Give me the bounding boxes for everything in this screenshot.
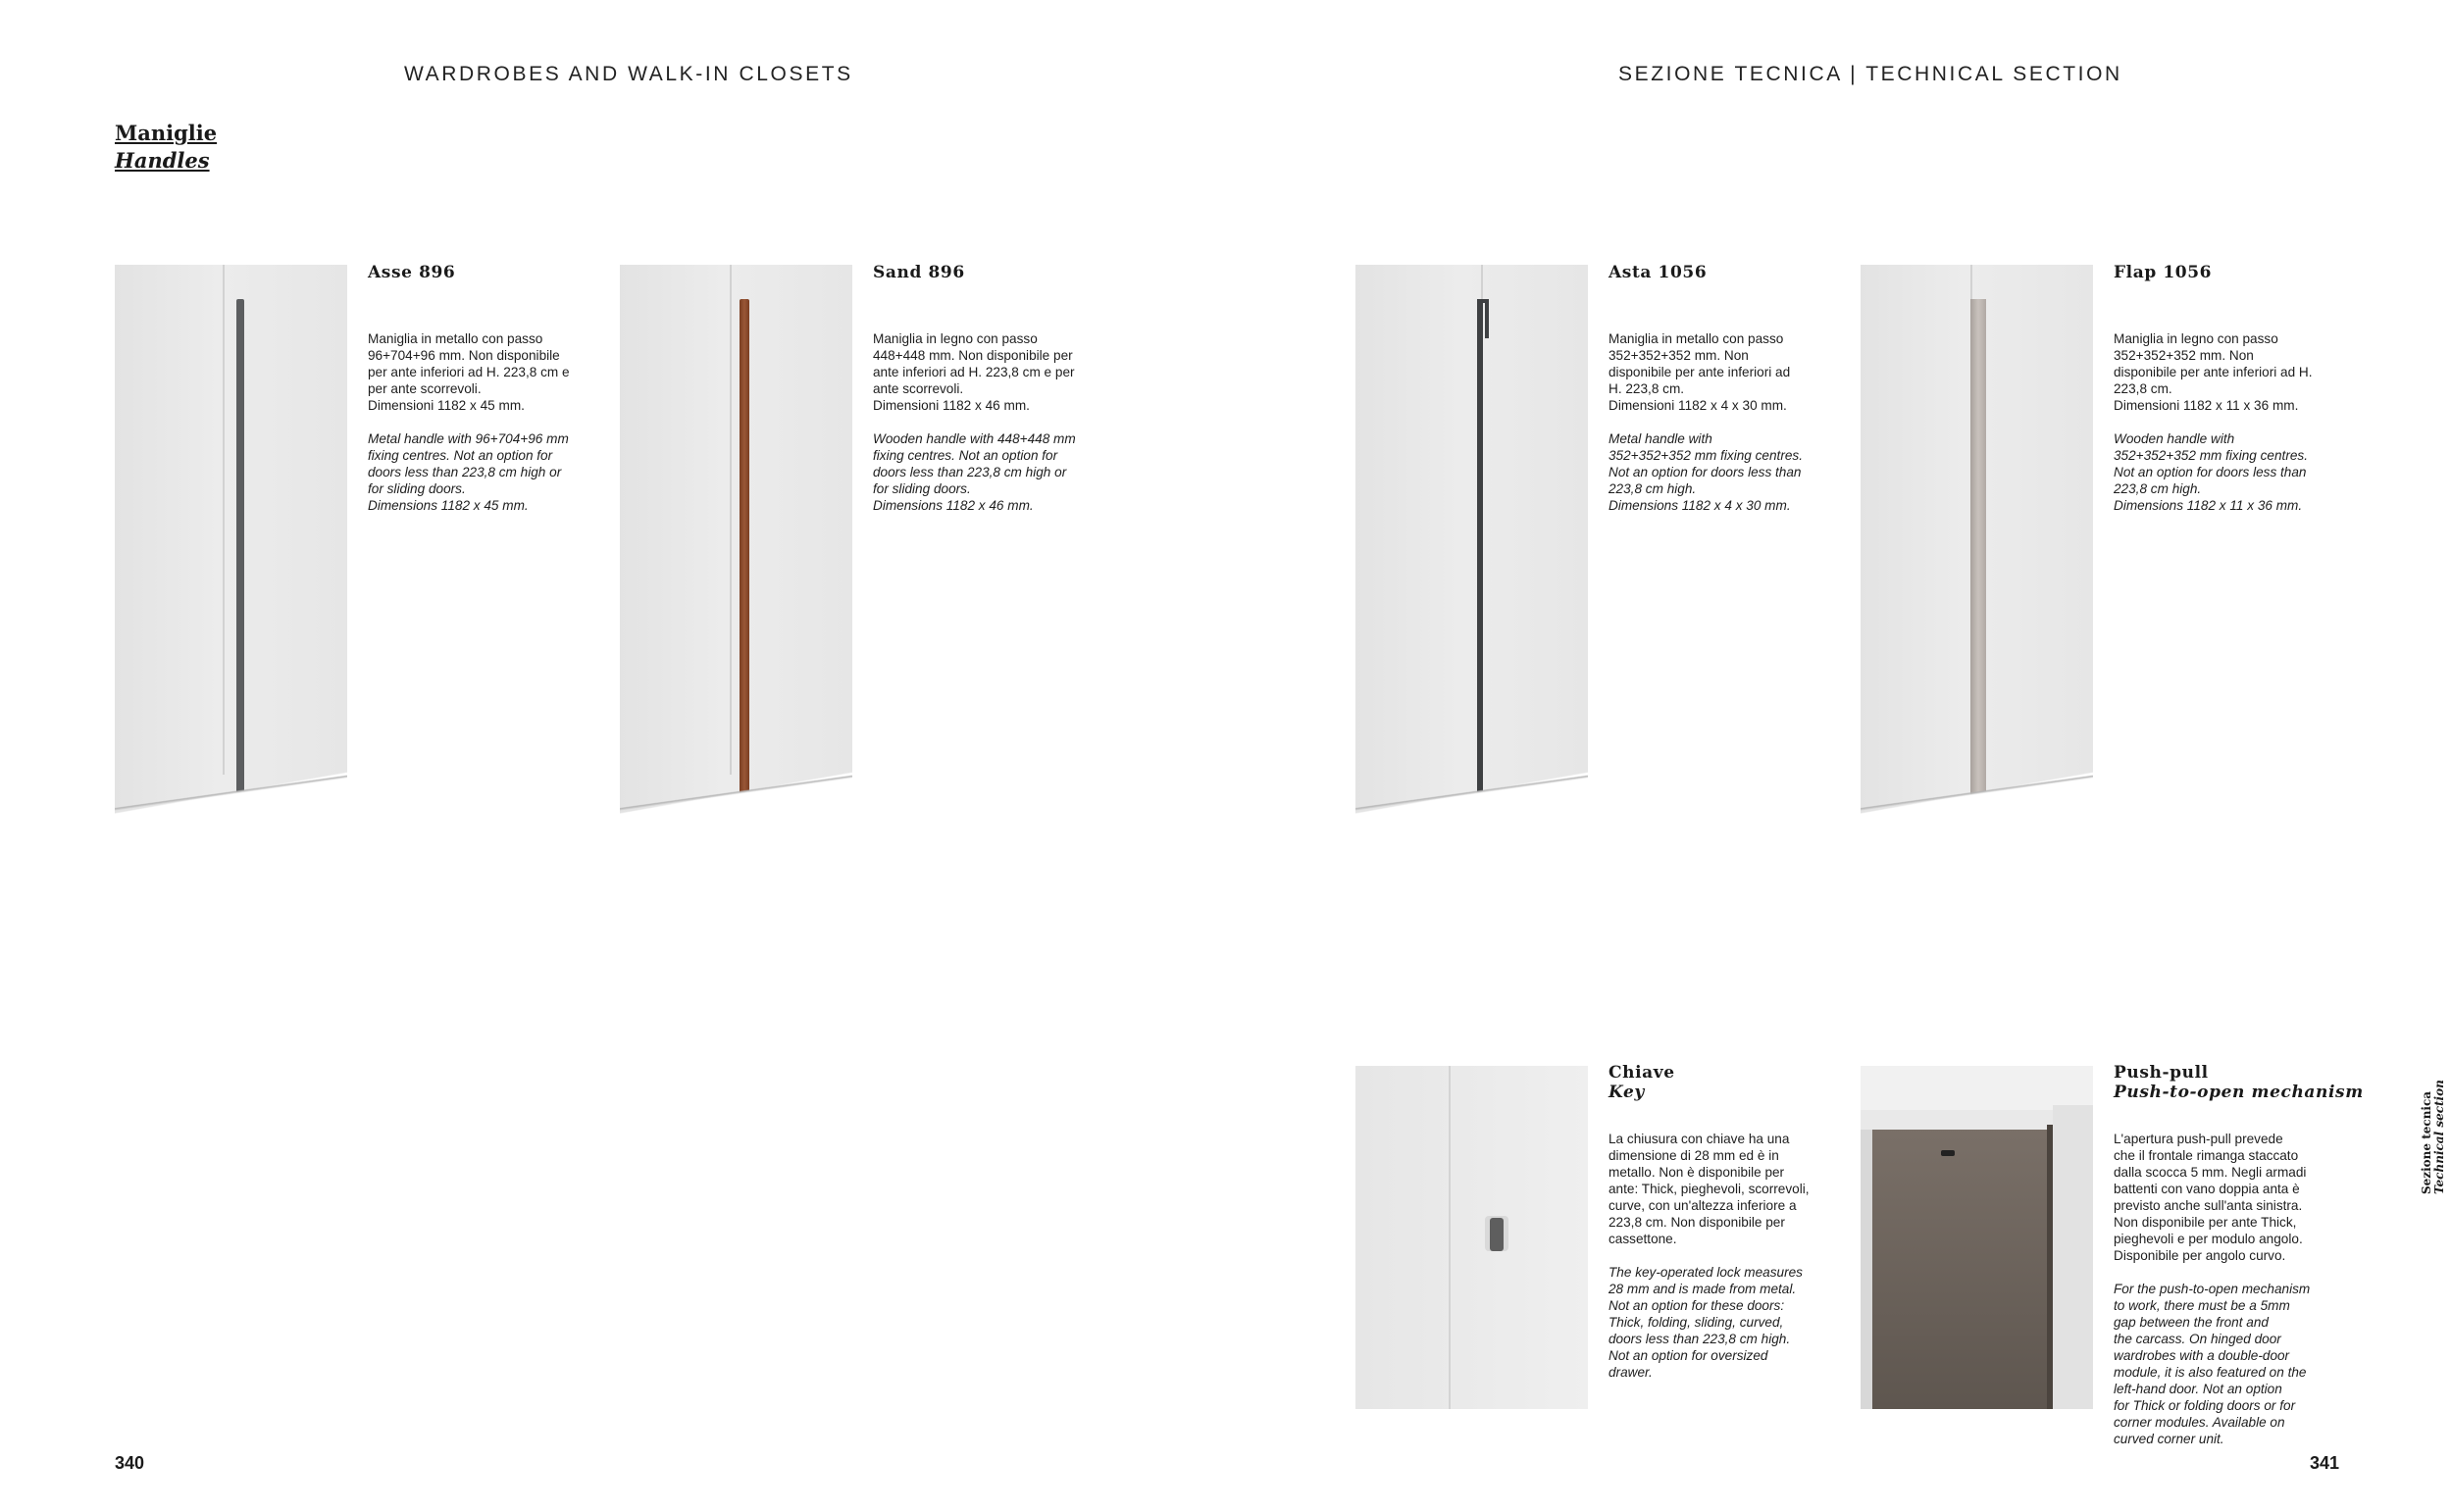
- sand-896-title: Sand 896: [873, 263, 965, 282]
- running-head-right: SEZIONE TECNICA | TECHNICAL SECTION: [1618, 63, 2122, 85]
- asta-1056-text-it: Maniglia in metallo con passo 352+352+352 mm. Non disponibile per ante inferiori ad H. 223,8 cm. Dimensioni 1182 x 4 x 30 mm.: [1608, 331, 1791, 413]
- flap-1056-photo: [1861, 265, 2093, 832]
- chiave-text-it: La chiusura con chiave ha una dimensione di 28 mm ed è in metallo. Non è disponibile per ante: Thick, pieghevoli, scorrevoli, curve, con un'altezza inferiore a 223,8 cm. Non disponibile per cassettone.: [1608, 1132, 1810, 1246]
- sand-896-description: [873, 314, 1118, 530]
- section-title: [115, 120, 217, 175]
- asse-896-handle: [236, 299, 244, 794]
- chiave-photo: [1355, 1066, 1588, 1409]
- asse-896-description: [368, 314, 613, 530]
- chiave-title: Chiave Key: [1608, 1063, 1675, 1102]
- side-tab-line1: Sezione tecnica: [2420, 1090, 2433, 1194]
- sand-896-text-en: Wooden handle with 448+448 mm fixing centres. Not an option for doors less than 223,8 cm high or for sliding doors. Dimensions 1182 x 46 mm.: [873, 431, 1076, 513]
- key-lock-icon: [1490, 1218, 1504, 1251]
- asse-896-text-en: Metal handle with 96+704+96 mm fixing centres. Not an option for doors less than 223,8 cm high or for sliding doors. Dimensions 1182 x 45 mm.: [368, 431, 569, 513]
- page-number-right: 341: [2310, 1453, 2340, 1473]
- chiave-description: [1608, 1114, 1854, 1397]
- asta-1056-photo: [1355, 265, 1588, 832]
- sand-896-photo: [620, 265, 852, 832]
- asta-1056-description: [1608, 314, 1854, 530]
- sand-896-text-it: Maniglia in legno con passo 448+448 mm. Non disponibile per ante inferiori ad H. 223,8 cm e per ante scorrevoli. Dimensioni 1182 x 46 mm.: [873, 331, 1075, 413]
- chiave-subtitle: Key: [1608, 1083, 1645, 1102]
- flap-1056-description: [2114, 314, 2359, 530]
- push-pull-subtitle: Push-to-open mechanism: [2114, 1083, 2364, 1102]
- page-number-left: 340: [115, 1453, 145, 1473]
- push-pull-photo: [1861, 1066, 2093, 1409]
- asse-896-title: Asse 896: [368, 263, 456, 282]
- flap-1056-text-it: Maniglia in legno con passo 352+352+352 mm. Non disponibile per ante inferiori ad H. 223,8 cm. Dimensioni 1182 x 11 x 36 mm.: [2114, 331, 2313, 413]
- asta-1056-handle: [1477, 299, 1483, 799]
- side-tab: [2420, 1077, 2446, 1194]
- section-title-it: Maniglie: [115, 121, 218, 145]
- chiave-text-en: The key-operated lock measures 28 mm and is made from metal. Not an option for these doors: Thick, folding, sliding, curved, doors less than 223,8 cm high. Not an option for oversized drawer.: [1608, 1265, 1803, 1380]
- flap-1056-text-en: Wooden handle with 352+352+352 mm fixing centres. Not an option for doors less than 223,8 cm high. Dimensions 1182 x 11 x 36 mm.: [2114, 431, 2308, 513]
- push-pull-text-en: For the push-to-open mechanism to work, there must be a 5mm gap between the front and the carcass. On hinged door wardrobes with a double-door module, it is also featured on the left-hand door. Not an option for Thick or folding doors or for corner modules. Available on curved corner unit.: [2114, 1282, 2311, 1446]
- asse-896-text-it: Maniglia in metallo con passo 96+704+96 mm. Non disponibile per ante inferiori ad H. 223,8 cm e per ante scorrevoli. Dimensioni 1182 x 45 mm.: [368, 331, 570, 413]
- flap-1056-title: Flap 1056: [2114, 263, 2213, 282]
- asse-896-photo: [115, 265, 347, 832]
- sand-896-handle: [740, 299, 749, 799]
- asta-1056-text-en: Metal handle with 352+352+352 mm fixing centres. Not an option for doors less than 223,8 cm high. Dimensions 1182 x 4 x 30 mm.: [1608, 431, 1803, 513]
- asta-1056-title: Asta 1056: [1608, 263, 1708, 282]
- section-title-en: Handles: [115, 148, 210, 173]
- push-pull-text-it: L'apertura push-pull prevede che il frontale rimanga staccato dalla scocca 5 mm. Negli armadi battenti con vano doppia anta è previsto anche sull'anta sinistra. Non disponibile per ante Thick, pieghevoli e per modulo angolo. Disponibile per angolo curvo.: [2114, 1132, 2307, 1263]
- flap-1056-handle: [1970, 299, 1986, 799]
- push-pull-description: [2114, 1114, 2369, 1464]
- push-latch-icon: [1941, 1150, 1955, 1156]
- side-tab-line2: Technical section: [2432, 1080, 2446, 1194]
- running-head-left: WARDROBES AND WALK-IN CLOSETS: [404, 63, 853, 85]
- push-pull-title: Push-pull Push-to-open mechanism: [2114, 1063, 2364, 1102]
